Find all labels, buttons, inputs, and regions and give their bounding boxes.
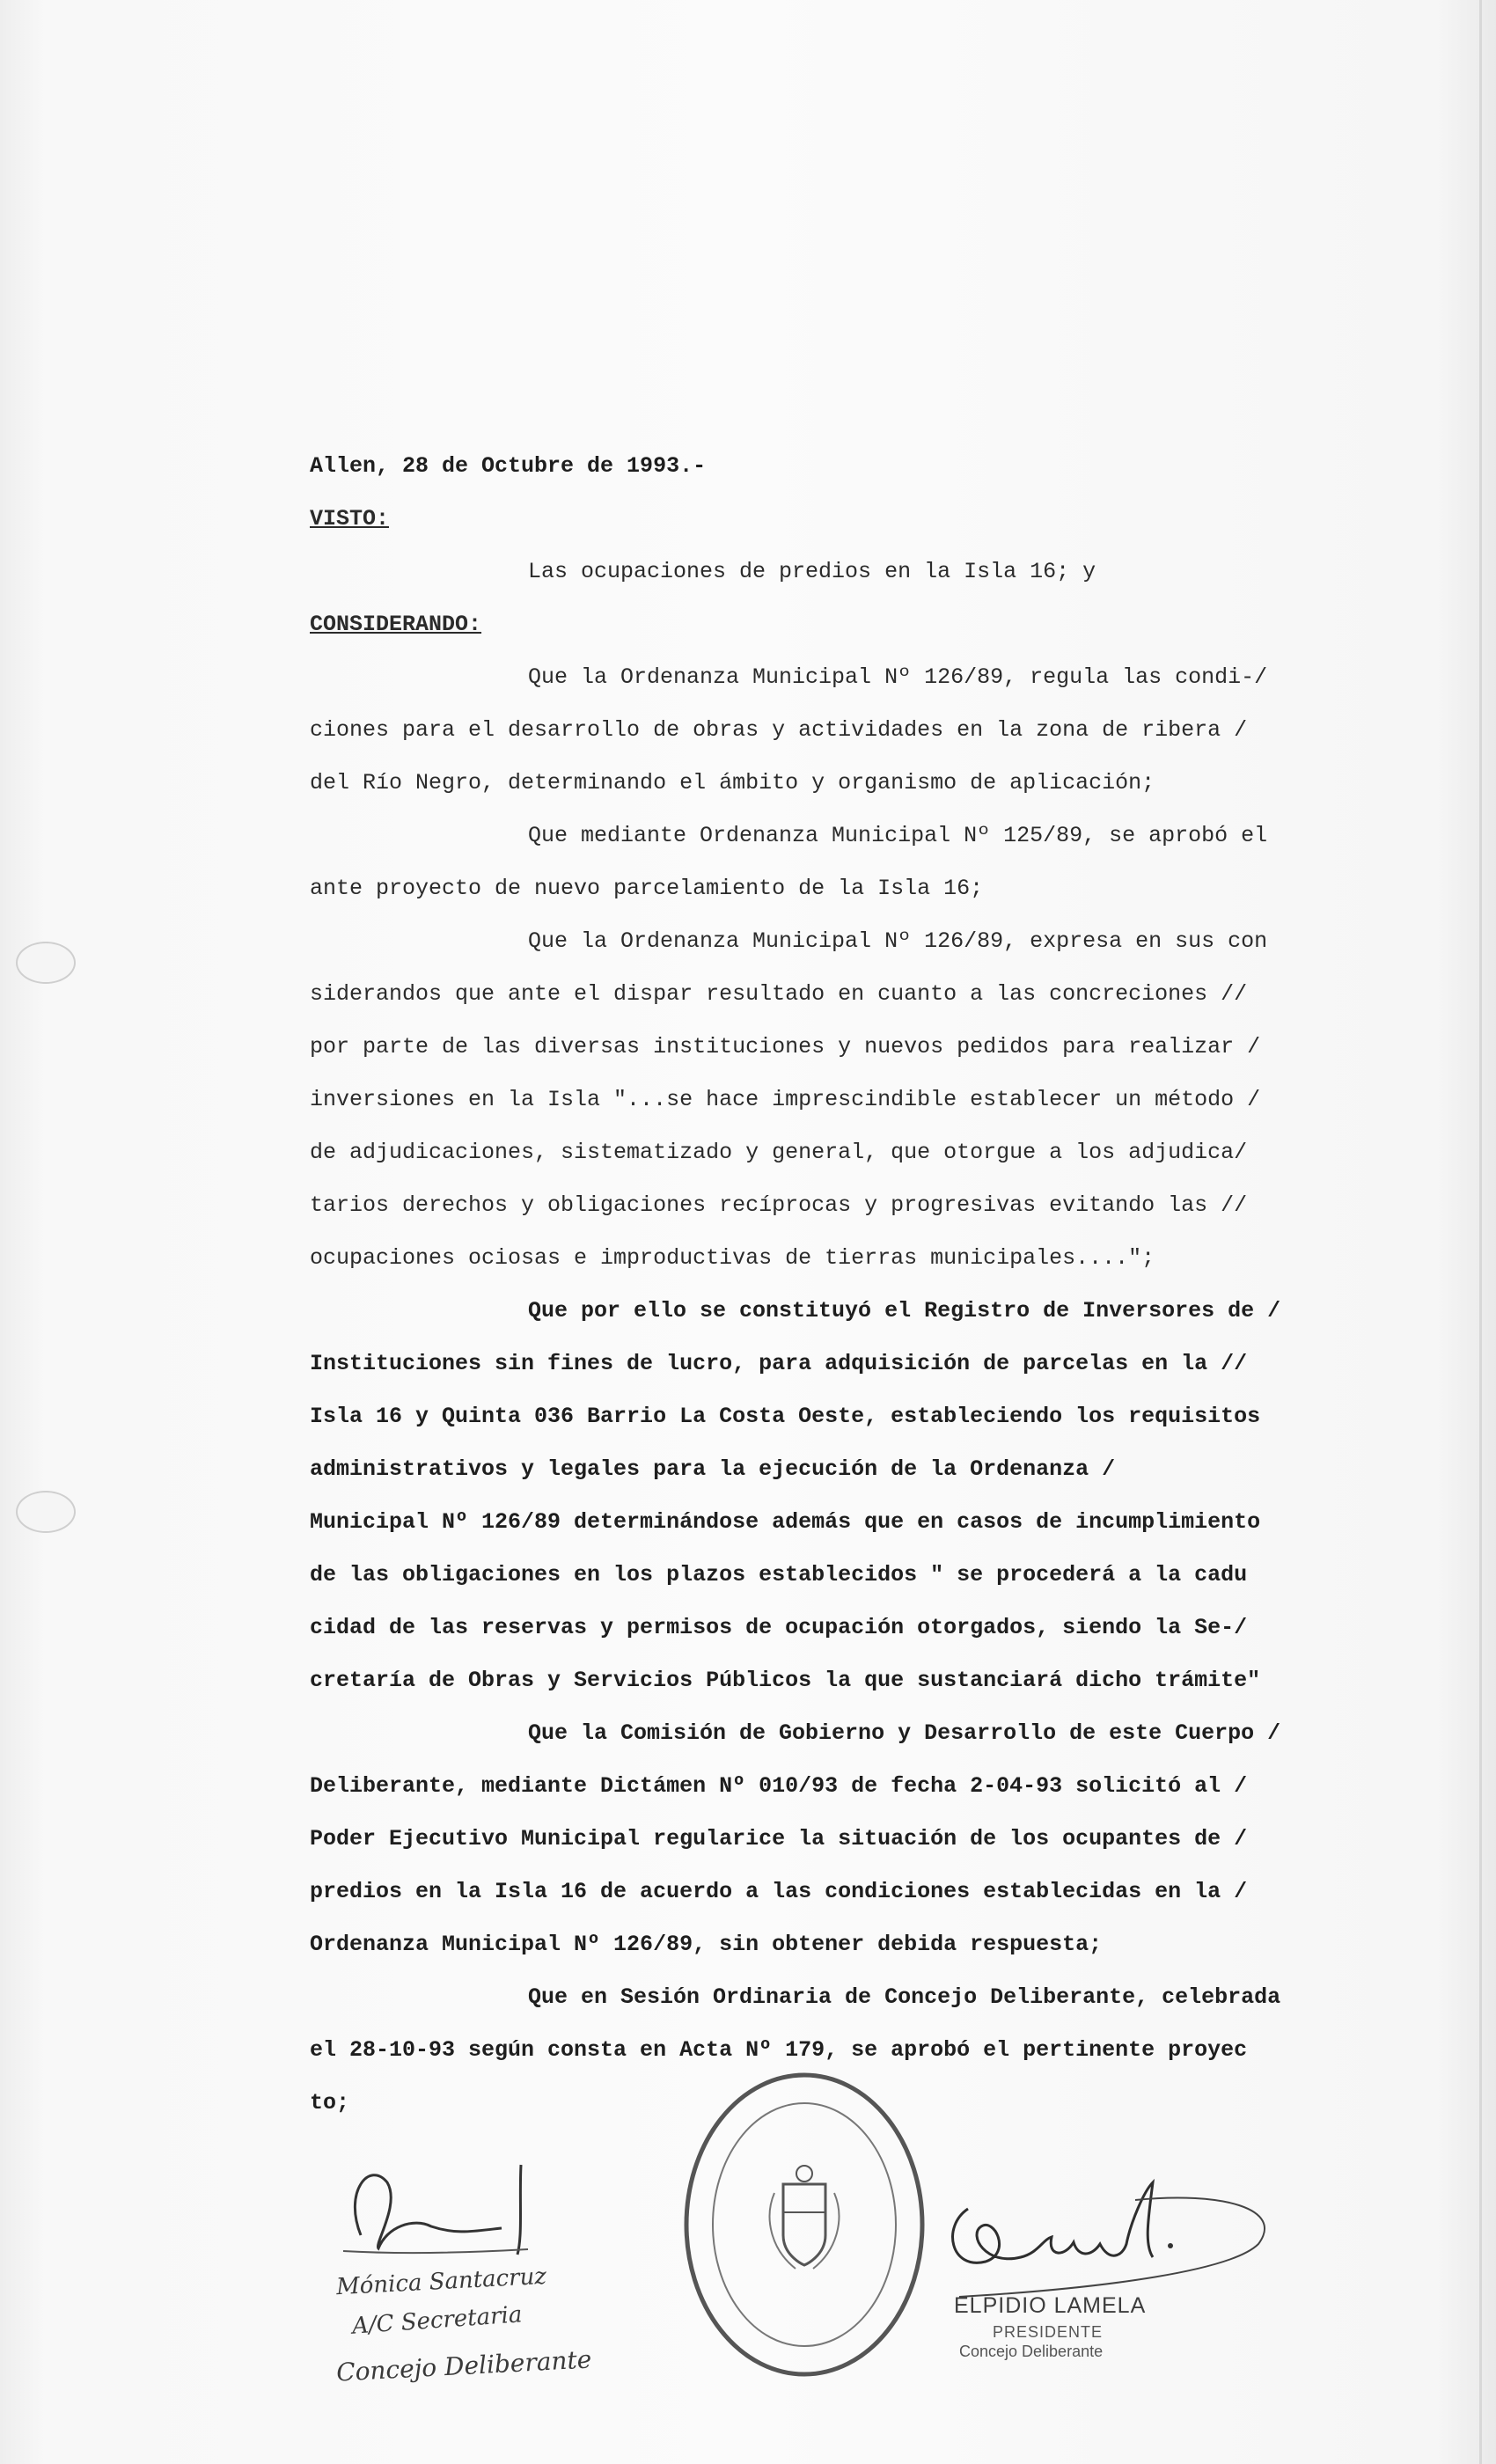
body-line: Instituciones sin fines de lucro, para adquisición de parcelas en la //	[310, 1351, 1248, 1376]
date-line: Allen, 28 de Octubre de 1993.-	[310, 453, 707, 479]
body-line: cretaría de Obras y Servicios Públicos la que sustanciará dicho trámite"	[310, 1668, 1261, 1693]
body-line: Poder Ejecutivo Municipal regularice la situación de los ocupantes de /	[310, 1826, 1248, 1852]
body-line: Que en Sesión Ordinaria de Concejo Deliberante, celebrada	[528, 1984, 1281, 2010]
body-line: Municipal Nº 126/89 determinándose además que en casos de incumplimiento	[310, 1509, 1261, 1535]
body-line: cidad de las reservas y permisos de ocupación otorgados, siendo la Se-/	[310, 1615, 1248, 1640]
document-body	[310, 440, 1375, 2130]
body-line: Deliberante, mediante Dictámen Nº 010/93 de fecha 2-04-93 solicitó al /	[310, 1773, 1248, 1799]
body-line: Que la Comisión de Gobierno y Desarrollo de este Cuerpo /	[528, 1720, 1281, 1746]
left-signatory-role: A/C Secretaria	[351, 2301, 524, 2340]
left-signatory-org: Concejo Deliberante	[335, 2344, 593, 2387]
considerando-heading: CONSIDERANDO:	[310, 612, 482, 637]
body-line: Que por ello se constituyó el Registro de Inversores de /	[528, 1298, 1281, 1324]
body-line: administrativos y legales para la ejecución de la Ordenanza /	[310, 1456, 1116, 1482]
body-line: de las obligaciones en los plazos establecidos " se procederá a la cadu	[310, 1562, 1248, 1588]
body-line: to;	[310, 2090, 350, 2116]
official-seal-icon	[679, 2068, 929, 2381]
body-line: predios en la Isla 16 de acuerdo a las condiciones establecidas en la /	[310, 1879, 1248, 1904]
left-signatory-name: Mónica Santacruz	[335, 2262, 547, 2301]
body-line: ciones para el desarrollo de obras y actividades en la zona de ribera /	[310, 717, 1248, 743]
right-signatory-title: PRESIDENTE	[993, 2323, 1104, 2341]
body-line: Que mediante Ordenanza Municipal Nº 125/89, se aprobó el	[528, 823, 1268, 848]
body-line: de adjudicaciones, sistematizado y general, que otorgue a los adjudica/	[310, 1140, 1248, 1165]
body-line: Que la Ordenanza Municipal Nº 126/89, regula las condi-/	[528, 664, 1268, 690]
body-line: Que la Ordenanza Municipal Nº 126/89, expresa en sus con	[528, 928, 1268, 954]
right-signatory-name: ELPIDIO LAMELA	[954, 2293, 1147, 2318]
body-line: Ordenanza Municipal Nº 126/89, sin obtener debida respuesta;	[310, 1932, 1103, 1957]
right-signature-icon	[933, 2174, 1302, 2306]
signature-area	[0, 2068, 1496, 2438]
body-line: ocupaciones ociosas e improductivas de tierras municipales....";	[310, 1245, 1155, 1271]
body-line: el 28-10-93 según consta en Acta Nº 179, se aprobó el pertinente proyec	[310, 2037, 1248, 2063]
body-line: Isla 16 y Quinta 036 Barrio La Costa Oeste, estableciendo los requisitos	[310, 1404, 1261, 1429]
punch-hole-lower	[16, 1491, 76, 1533]
body-line: tarios derechos y obligaciones recíprocas y progresivas evitando las //	[310, 1192, 1248, 1218]
left-signature-icon	[326, 2156, 607, 2262]
right-signatory-body: Concejo Deliberante	[959, 2343, 1104, 2360]
body-line: ante proyecto de nuevo parcelamiento de la Isla 16;	[310, 876, 984, 901]
body-line: del Río Negro, determinando el ámbito y organismo de aplicación;	[310, 770, 1155, 796]
visto-heading: VISTO:	[310, 506, 390, 532]
body-line: por parte de las diversas instituciones y nuevos pedidos para realizar /	[310, 1034, 1261, 1060]
punch-hole-upper	[16, 942, 76, 984]
body-line: inversiones en la Isla "...se hace imprescindible establecer un método /	[310, 1087, 1261, 1112]
body-line: siderandos que ante el dispar resultado en cuanto a las concreciones //	[310, 981, 1248, 1007]
visto-text: Las ocupaciones de predios en la Isla 16; y	[528, 559, 1096, 584]
